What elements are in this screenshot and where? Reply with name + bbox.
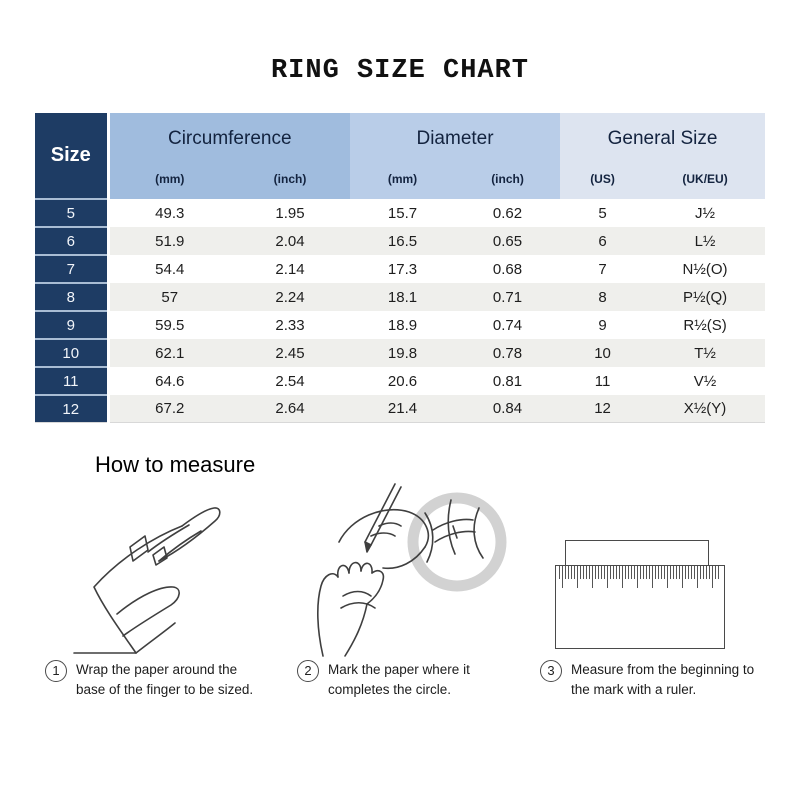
value-cell: 2.33 <box>275 316 305 334</box>
measure-step-1 <box>45 660 285 700</box>
value-cell: 0.68 <box>492 260 523 278</box>
value-cell: 10 <box>594 344 611 362</box>
value-cell: 0.62 <box>492 204 523 222</box>
value-cell: 0.71 <box>492 288 523 306</box>
ruler-minor-ticks <box>559 566 721 579</box>
value-cell: 57 <box>161 288 179 306</box>
value-cell: 51.9 <box>155 232 185 250</box>
value-cell: 0.74 <box>492 316 523 334</box>
size-cell: 8 <box>35 283 108 311</box>
step-2-line-1: Mark the paper where it <box>328 662 470 677</box>
size-cell: 12 <box>35 395 108 423</box>
us-size-header: (US) <box>560 165 645 199</box>
step-2-line-2: completes the circle. <box>328 682 452 697</box>
value-cell: 2.54 <box>275 372 305 390</box>
value-cell: X½(Y) <box>683 400 727 417</box>
diameter-mm-header: (mm) <box>350 165 455 199</box>
value-cell: 0.84 <box>492 400 523 417</box>
value-cell: 1.95 <box>275 204 305 222</box>
table-row <box>35 395 765 423</box>
value-cell: 59.5 <box>155 316 185 334</box>
step-3-line-2: the mark with a ruler. <box>571 682 697 697</box>
value-cell: 7 <box>598 260 607 278</box>
circumference-header: Circumference <box>108 113 350 165</box>
measure-step-3 <box>540 660 795 700</box>
value-cell: 49.3 <box>155 204 185 222</box>
value-cell: 0.81 <box>492 372 523 390</box>
circumference-mm-header: (mm) <box>108 165 230 199</box>
step-1-line-1: Wrap the paper around the <box>76 662 238 677</box>
size-cell: 10 <box>35 339 108 367</box>
value-cell: 2.64 <box>275 400 305 417</box>
value-cell: 9 <box>598 316 607 334</box>
value-cell: 62.1 <box>155 344 185 362</box>
value-cell: 16.5 <box>387 232 418 250</box>
value-cell: 17.3 <box>387 260 418 278</box>
diameter-header: Diameter <box>350 113 560 165</box>
size-column-header: Size <box>35 113 108 199</box>
value-cell: 64.6 <box>155 372 185 390</box>
value-cell: 0.78 <box>492 344 523 362</box>
magnifier-circle <box>413 498 501 586</box>
table-row <box>35 255 765 283</box>
size-cell: 11 <box>35 367 108 395</box>
step-2-text <box>328 660 470 700</box>
value-cell: L½ <box>694 232 716 250</box>
diameter-inch-header: (inch) <box>455 165 560 199</box>
value-cell: 18.1 <box>387 288 418 306</box>
ring-size-table-body <box>35 199 765 423</box>
table-row <box>35 311 765 339</box>
value-cell: T½ <box>694 344 716 362</box>
size-cell: 9 <box>35 311 108 339</box>
how-to-measure-heading: How to measure <box>95 452 256 477</box>
step-1-line-2: base of the finger to be sized. <box>76 682 254 697</box>
value-cell: 2.04 <box>275 232 305 250</box>
table-row <box>35 339 765 367</box>
ruler-with-paper-icon <box>545 508 775 648</box>
value-cell: 15.7 <box>387 204 418 222</box>
value-cell: 2.14 <box>275 260 305 278</box>
table-row <box>35 283 765 311</box>
table-row <box>35 367 765 395</box>
value-cell: J½ <box>695 204 716 222</box>
general-size-header: General Size <box>560 113 765 165</box>
value-cell: 12 <box>594 400 611 417</box>
size-cell: 6 <box>35 227 108 255</box>
page-title: RING SIZE CHART <box>270 56 530 86</box>
table-row <box>35 227 765 255</box>
value-cell: 18.9 <box>387 316 418 334</box>
value-cell: 67.2 <box>155 400 185 417</box>
value-cell: 19.8 <box>387 344 418 362</box>
value-cell: 0.65 <box>492 232 523 250</box>
step-2-number-icon: 2 <box>297 660 319 682</box>
step-3-number-icon: 3 <box>540 660 562 682</box>
step-1-text <box>76 660 253 700</box>
value-cell: 20.6 <box>387 372 418 390</box>
value-cell: 2.45 <box>275 344 305 362</box>
ukeu-size-header: (UK/EU) <box>645 165 765 199</box>
pen-marking-paper-icon <box>283 478 518 660</box>
size-cell: 7 <box>35 255 108 283</box>
value-cell: 8 <box>598 288 607 306</box>
value-cell: P½(Q) <box>682 288 728 306</box>
value-cell: N½(O) <box>682 260 728 278</box>
table-subheader-row <box>35 165 765 199</box>
ring-size-table <box>35 113 765 423</box>
value-cell: V½ <box>693 372 717 390</box>
circumference-inch-header: (inch) <box>230 165 350 199</box>
table-row <box>35 199 765 227</box>
value-cell: R½(S) <box>683 316 727 334</box>
step-1-number-icon: 1 <box>45 660 67 682</box>
value-cell: 2.24 <box>275 288 305 306</box>
step-3-text <box>571 660 754 700</box>
measure-step-2 <box>297 660 527 700</box>
table-header-row <box>35 113 765 165</box>
value-cell: 11 <box>594 372 611 390</box>
value-cell: 5 <box>598 204 607 222</box>
step-3-line-1: Measure from the beginning to <box>571 662 755 677</box>
value-cell: 54.4 <box>155 260 185 278</box>
value-cell: 21.4 <box>387 400 418 417</box>
hand-with-paper-strip-icon <box>60 490 285 660</box>
value-cell: 6 <box>598 232 607 250</box>
size-cell: 5 <box>35 199 108 227</box>
ruler-body <box>555 565 725 649</box>
